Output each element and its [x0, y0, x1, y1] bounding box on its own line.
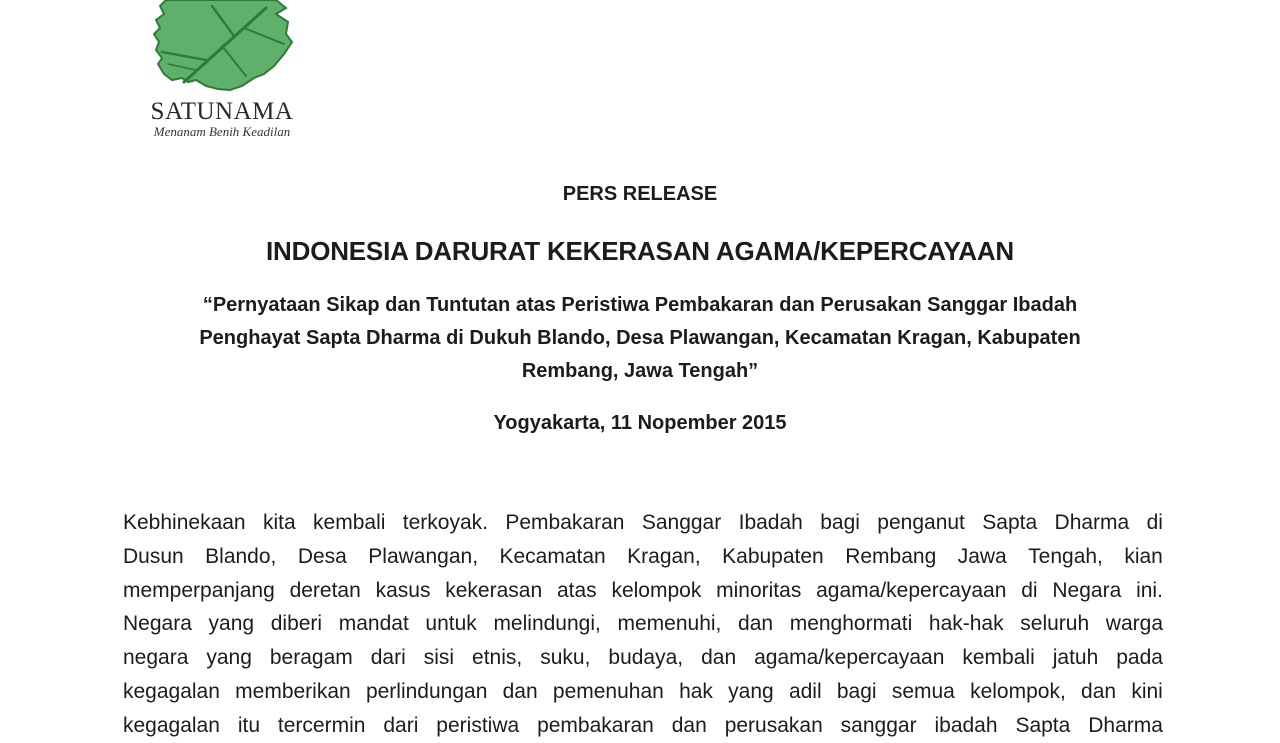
body-word: perlindungan — [365, 680, 488, 703]
body-line — [123, 675, 1163, 709]
body-word: kembali — [962, 646, 1035, 669]
body-word: hak-hak — [928, 612, 1004, 635]
body-word: peristiwa — [436, 714, 520, 737]
body-line — [123, 574, 1163, 608]
body-word: dan — [502, 680, 538, 703]
subtitle-line: Rembang, Jawa Tengah” — [521, 360, 759, 382]
body-word: warga — [1105, 612, 1163, 635]
body-word: yang — [208, 612, 255, 635]
body-word: mandat — [338, 612, 409, 635]
body-word: Sapta — [982, 511, 1038, 534]
body-word: Tengah, — [1028, 545, 1103, 568]
body-word: terkoyak. — [402, 511, 488, 534]
body-word: Dusun — [123, 545, 184, 568]
body-word: untuk — [425, 612, 477, 635]
body-word: Ibadah — [738, 511, 803, 534]
body-word: Desa — [297, 545, 347, 568]
body-word: agama/kepercayaan — [816, 579, 1007, 602]
document-title: INDONESIA DARURAT KEKERASAN AGAMA/KEPERCAYAAN — [266, 236, 1014, 266]
body-line — [123, 607, 1163, 641]
body-word: atas — [556, 579, 597, 602]
body-word: budaya, — [608, 646, 684, 669]
body-word: sanggar — [840, 714, 917, 737]
body-word: Dharma — [1054, 511, 1130, 534]
body-word: memperpanjang — [123, 579, 275, 602]
body-word: Sapta — [1015, 714, 1071, 737]
body-word: Plawangan, — [368, 545, 479, 568]
body-line — [123, 709, 1163, 743]
body-word: Negara — [1052, 579, 1122, 602]
logo-name: SATUNAMA — [150, 98, 294, 125]
body-word: dan — [738, 612, 774, 635]
body-word: yang — [206, 646, 252, 669]
body-word: Negara — [123, 612, 192, 635]
body-word: seluruh — [1020, 612, 1090, 635]
body-word: dan — [701, 646, 737, 669]
body-word: hak — [679, 680, 713, 703]
body-word: pembakaran — [537, 714, 654, 737]
body-word: jatuh — [1052, 646, 1099, 669]
body-word: dan — [671, 714, 707, 737]
body-word: Kecamatan — [499, 545, 606, 568]
body-word: melindungi, — [493, 612, 601, 635]
body-word: ibadah — [934, 714, 998, 737]
body-word: kian — [1124, 545, 1163, 568]
subtitle-line: “Pernyataan Sikap dan Tuntutan atas Peristiwa Pembakaran dan Perusakan Sanggar Ibadah — [202, 294, 1078, 316]
body-word: diberi — [270, 612, 323, 635]
body-word: di — [1021, 579, 1038, 602]
body-word: kini — [1131, 680, 1163, 703]
body-word: kegagalan — [123, 680, 220, 703]
body-word: agama/kepercayaan — [754, 646, 945, 669]
body-word: menghormati — [789, 612, 913, 635]
body-word: Kragan, — [627, 545, 701, 568]
body-word: semua — [891, 680, 955, 703]
body-word: kelompok — [611, 579, 702, 602]
body-word: di — [1146, 511, 1163, 534]
body-word: etnis, — [472, 646, 523, 669]
body-word: yang — [728, 680, 774, 703]
body-word: adil — [788, 680, 822, 703]
body-word: itu — [237, 714, 261, 737]
body-word: kita — [262, 511, 296, 534]
body-word: bagi — [836, 680, 877, 703]
body-line — [123, 540, 1163, 574]
body-word: Blando, — [205, 545, 277, 568]
body-word: kekerasan — [445, 579, 543, 602]
body-word: suku, — [540, 646, 591, 669]
body-line — [123, 506, 1163, 540]
body-word: perusakan — [724, 714, 823, 737]
body-word: kegagalan — [123, 714, 220, 737]
body-word: Sanggar — [641, 511, 722, 534]
logo-tagline: Menanam Benih Keadilan — [153, 124, 291, 139]
body-word: Dharma — [1088, 714, 1163, 737]
dateline: Yogyakarta, 11 Nopember 2015 — [493, 412, 787, 434]
body-word: Kebhinekaan — [123, 511, 246, 534]
body-word: bagi — [820, 511, 860, 534]
body-word: dari — [383, 714, 419, 737]
body-word: kelompok, — [970, 680, 1066, 703]
body-word: Kabupaten — [722, 545, 824, 568]
body-word: pemenuhan — [552, 680, 664, 703]
leaf-icon — [148, 0, 293, 95]
body-word: tercermin — [277, 714, 366, 737]
body-line — [123, 641, 1163, 675]
body-word: memberikan — [235, 680, 351, 703]
body-word: deretan — [289, 579, 361, 602]
body-word: minoritas — [716, 579, 802, 602]
satunama-logo — [122, 0, 322, 145]
body-word: Jawa — [957, 545, 1007, 568]
body-word: dan — [1081, 680, 1117, 703]
body-word: ini. — [1136, 579, 1163, 602]
body-word: beragam — [269, 646, 353, 669]
body-word: kembali — [313, 511, 386, 534]
body-word: memenuhi, — [617, 612, 722, 635]
subtitle-line: Penghayat Sapta Dharma di Dukuh Blando, Desa Plawangan, Kecamatan Kragan, Kabupaten — [199, 327, 1081, 349]
body-word: penganut — [877, 511, 965, 534]
body-word: Pembakaran — [505, 511, 625, 534]
body-word: kasus — [375, 579, 431, 602]
body-word: dari — [370, 646, 406, 669]
body-word: negara — [123, 646, 189, 669]
document-label: PERS RELEASE — [562, 183, 718, 205]
body-word: sisi — [423, 646, 455, 669]
body-word: pada — [1116, 646, 1163, 669]
body-word: Rembang — [845, 545, 937, 568]
